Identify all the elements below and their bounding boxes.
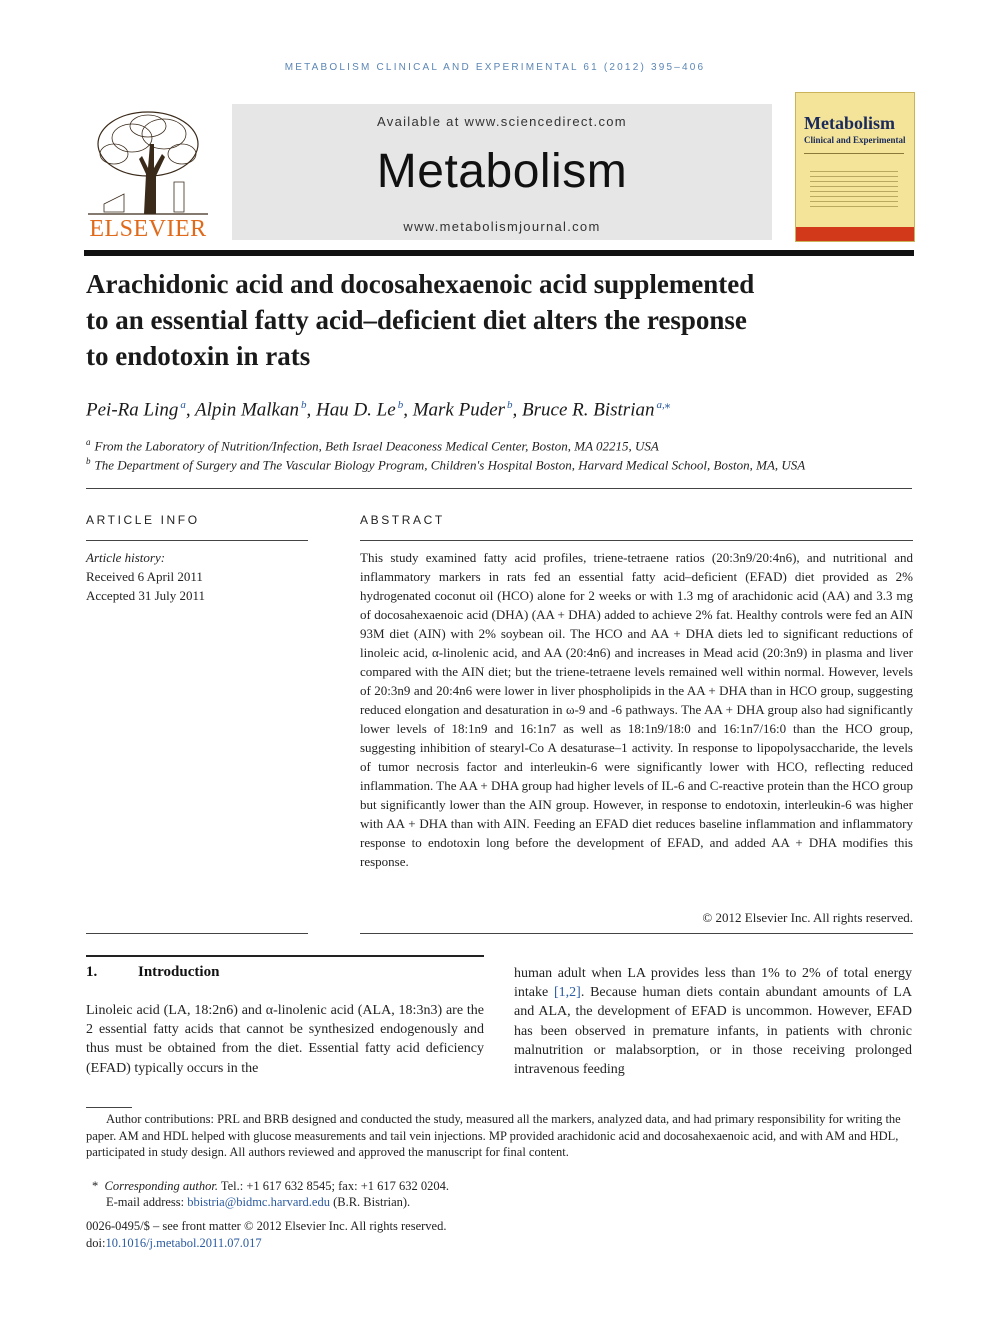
- accepted-date: Accepted 31 July 2011: [86, 588, 206, 603]
- email-note: [86, 1194, 932, 1211]
- email-label: E-mail address:: [106, 1195, 188, 1209]
- header-rule: [84, 250, 914, 256]
- section-title: Introduction: [138, 964, 220, 980]
- author-name[interactable]: Pei-Ra Ling: [86, 399, 179, 421]
- cover-divider: [804, 153, 904, 154]
- abstract-rule: [360, 540, 913, 541]
- journal-banner: [232, 104, 772, 240]
- title-line: to endotoxin in rats: [86, 341, 311, 371]
- abstract-heading: ABSTRACT: [360, 513, 445, 527]
- doi-label: doi:: [86, 1236, 106, 1250]
- front-matter-note: 0026-0495/$ – see front matter © 2012 Elsevier Inc. All rights reserved.: [86, 1219, 447, 1233]
- corresponding-author-note: [86, 1178, 918, 1195]
- intro-right-column: [514, 964, 912, 1079]
- received-date: Received 6 April 2011: [86, 569, 203, 584]
- intro-rule: [86, 955, 484, 957]
- author-contributions-note: Author contributions: PRL and BRB designed and conducted the study, measured all the markers, analyzed data, and had primary responsibility for writing the paper. AM and HDL helped with glucose measurements and tail vein injections. MP provided arachidonic acid and docosahexaenoic acid, and with AM and HDL, participated in study design. All authors reviewed and approved the manuscript for final content.: [86, 1112, 901, 1159]
- article-info-heading: ARTICLE INFO: [86, 513, 200, 527]
- elsevier-logo[interactable]: [84, 104, 212, 240]
- affiliation-rule: [86, 488, 912, 489]
- intro-left-column: Linoleic acid (LA, 18:2n6) and α-linolenic acid (ALA, 18:3n3) are the 2 essential fatty acids that cannot be synthesized endogenously and thus must be obtained from the diet. Essential fatty acid deficiency (EFAD) typically occurs in the: [86, 1003, 484, 1076]
- abstract-body: This study examined fatty acid profiles, triene-tetraene ratios (20:3n9/20:4n6), and nutritional and inflammatory markers in rats fed an essential fatty acid–deficient (EFAD) diet provided as 2% hydrogenated coconut oil (HCO) alone for 2 weeks or with 1.3 mg of arachidonic acid (AA) and 3.3 mg of docosahexaenoic acid (DHA) (AA + DHA) added to achieve 2% fat. Healthy controls were fed an AIN 93M diet (AIN) with 2% soybean oil. The HCO and AA + DHA diets led to significant reductions of linoleic acid, α-linolenic acid, and AA (20:4n6) and increases in Mead acid (20:3n9) in plasma and liver compared with the AIN diet; but the triene-tetraene levels remained well within normal. However, levels of 20:3n9 and 20:4n6 were lower in liver phospholipids in the AA + DHA than in HCO group, suggesting reduced elongation and desaturation in ω-9 and -6 pathways. The AA + DHA group also had significantly lower levels of 18:1n9 and 16:1n7 as well as 18:1n9/18:0 and 16:1n7/16:0 than the HCO group, suggesting inhibition of stearyl-Co A desaturase–1 activity. In response to lipopolysaccharide, the levels of tumor necrosis factor and interleukin-6 were significantly lower with HCO, reflecting reduced inflammation. The AA + DHA group had higher levels of IL-6 and C-reactive protein than the HCO group but significantly lower than the AIN group. However, in response to endotoxin, interleukin-6 was higher with AA + DHA than with AIN. Feeding an EFAD diet reduces baseline inflammation and inflammatory response to endotoxin long before the development of EFAD, and added AA + DHA modifies this response.: [360, 550, 913, 869]
- journal-cover-thumbnail[interactable]: [795, 92, 915, 242]
- footnote-rule: [86, 1107, 132, 1108]
- author-affil-mark[interactable]: b: [507, 399, 513, 411]
- abstract-bottom-rule: [360, 933, 913, 934]
- article-info-rule: [86, 540, 308, 541]
- article-history: [86, 548, 308, 605]
- affiliation-a: [86, 437, 906, 454]
- author-name[interactable]: Mark Puder: [412, 399, 506, 421]
- corresponding-mark: *: [92, 1179, 99, 1193]
- journal-url-link[interactable]: www.metabolismjournal.com: [403, 219, 601, 234]
- section-heading-introduction: [86, 964, 219, 981]
- title-line: Arachidonic acid and docosahexaenoic acid supplemented: [86, 269, 755, 299]
- history-label: Article history:: [86, 550, 166, 565]
- journal-name: Metabolism: [376, 145, 628, 198]
- email-link[interactable]: bbistria@bidmc.harvard.edu: [187, 1195, 330, 1209]
- author-affil-mark[interactable]: a: [180, 399, 186, 411]
- author-affil-mark[interactable]: b: [300, 399, 307, 411]
- intro-text: human adult when LA provides less than 1% to 2% of total energy intake: [514, 966, 912, 1001]
- affiliation-b: [86, 456, 906, 473]
- author-name[interactable]: Alpin Malkan: [195, 399, 299, 421]
- doi-link[interactable]: 10.1016/j.metabol.2011.07.017: [105, 1236, 262, 1250]
- email-suffix: (B.R. Bistrian).: [329, 1195, 411, 1209]
- corresponding-contact: Tel.: +1 617 632 8545; fax: +1 617 632 0204.: [217, 1179, 449, 1193]
- abstract-copyright: © 2012 Elsevier Inc. All rights reserved.: [702, 910, 913, 925]
- corresponding-label: Corresponding author.: [104, 1179, 218, 1193]
- intro-text: . Because human diets contain abundant amounts of LA and ALA, the development of EFAD is uncommon. However, EFAD has been observed in premature infants, in patients with chronic malnutrition or malabsorption, or in those receiving prolonged intravenous feeding: [514, 985, 912, 1078]
- article-info-bottom-rule: [86, 933, 308, 934]
- author-affil-mark[interactable]: b: [397, 399, 404, 411]
- affiliation-text: The Department of Surgery and The Vascular Biology Program, Children's Hospital Boston, Harvard Medical School, Boston, MA, USA: [94, 457, 806, 473]
- author-affil-mark[interactable]: a,⁎: [656, 399, 671, 411]
- author-name[interactable]: Hau D. Le: [315, 399, 396, 421]
- article-title: [86, 266, 906, 374]
- author-list: Pei-Ra Ling $^a$, Alpin Malkan $^b$, Hau D. Le $^b$, Mark Puder $^b$, Bruce R. Bistrian $^{a,⁎}$: [86, 399, 671, 421]
- affiliation-text: From the Laboratory of Nutrition/Infection, Beth Israel Deaconess Medical Center, Boston, MA 02215, USA: [94, 438, 659, 454]
- cover-footer-band: [796, 227, 914, 241]
- author-name[interactable]: Bruce R. Bistrian: [522, 399, 655, 421]
- doi-note: [86, 1235, 912, 1252]
- title-line: to an essential fatty acid–deficient diet alters the response: [86, 305, 747, 335]
- elsevier-wordmark: ELSEVIER: [89, 216, 207, 242]
- affiliation-mark: b: [86, 456, 91, 466]
- running-head: METABOLISM CLINICAL AND EXPERIMENTAL 61 (2012) 395–406: [284, 62, 706, 73]
- cover-contents-lines: [810, 167, 898, 211]
- affiliation-mark: a: [86, 437, 91, 447]
- cover-title: Metabolism: [804, 113, 895, 133]
- sciencedirect-link[interactable]: Available at www.sciencedirect.com: [377, 114, 627, 129]
- citation-link[interactable]: [1,2]: [553, 985, 581, 1001]
- section-number: 1.: [86, 964, 98, 980]
- cover-subtitle: Clinical and Experimental: [804, 135, 906, 145]
